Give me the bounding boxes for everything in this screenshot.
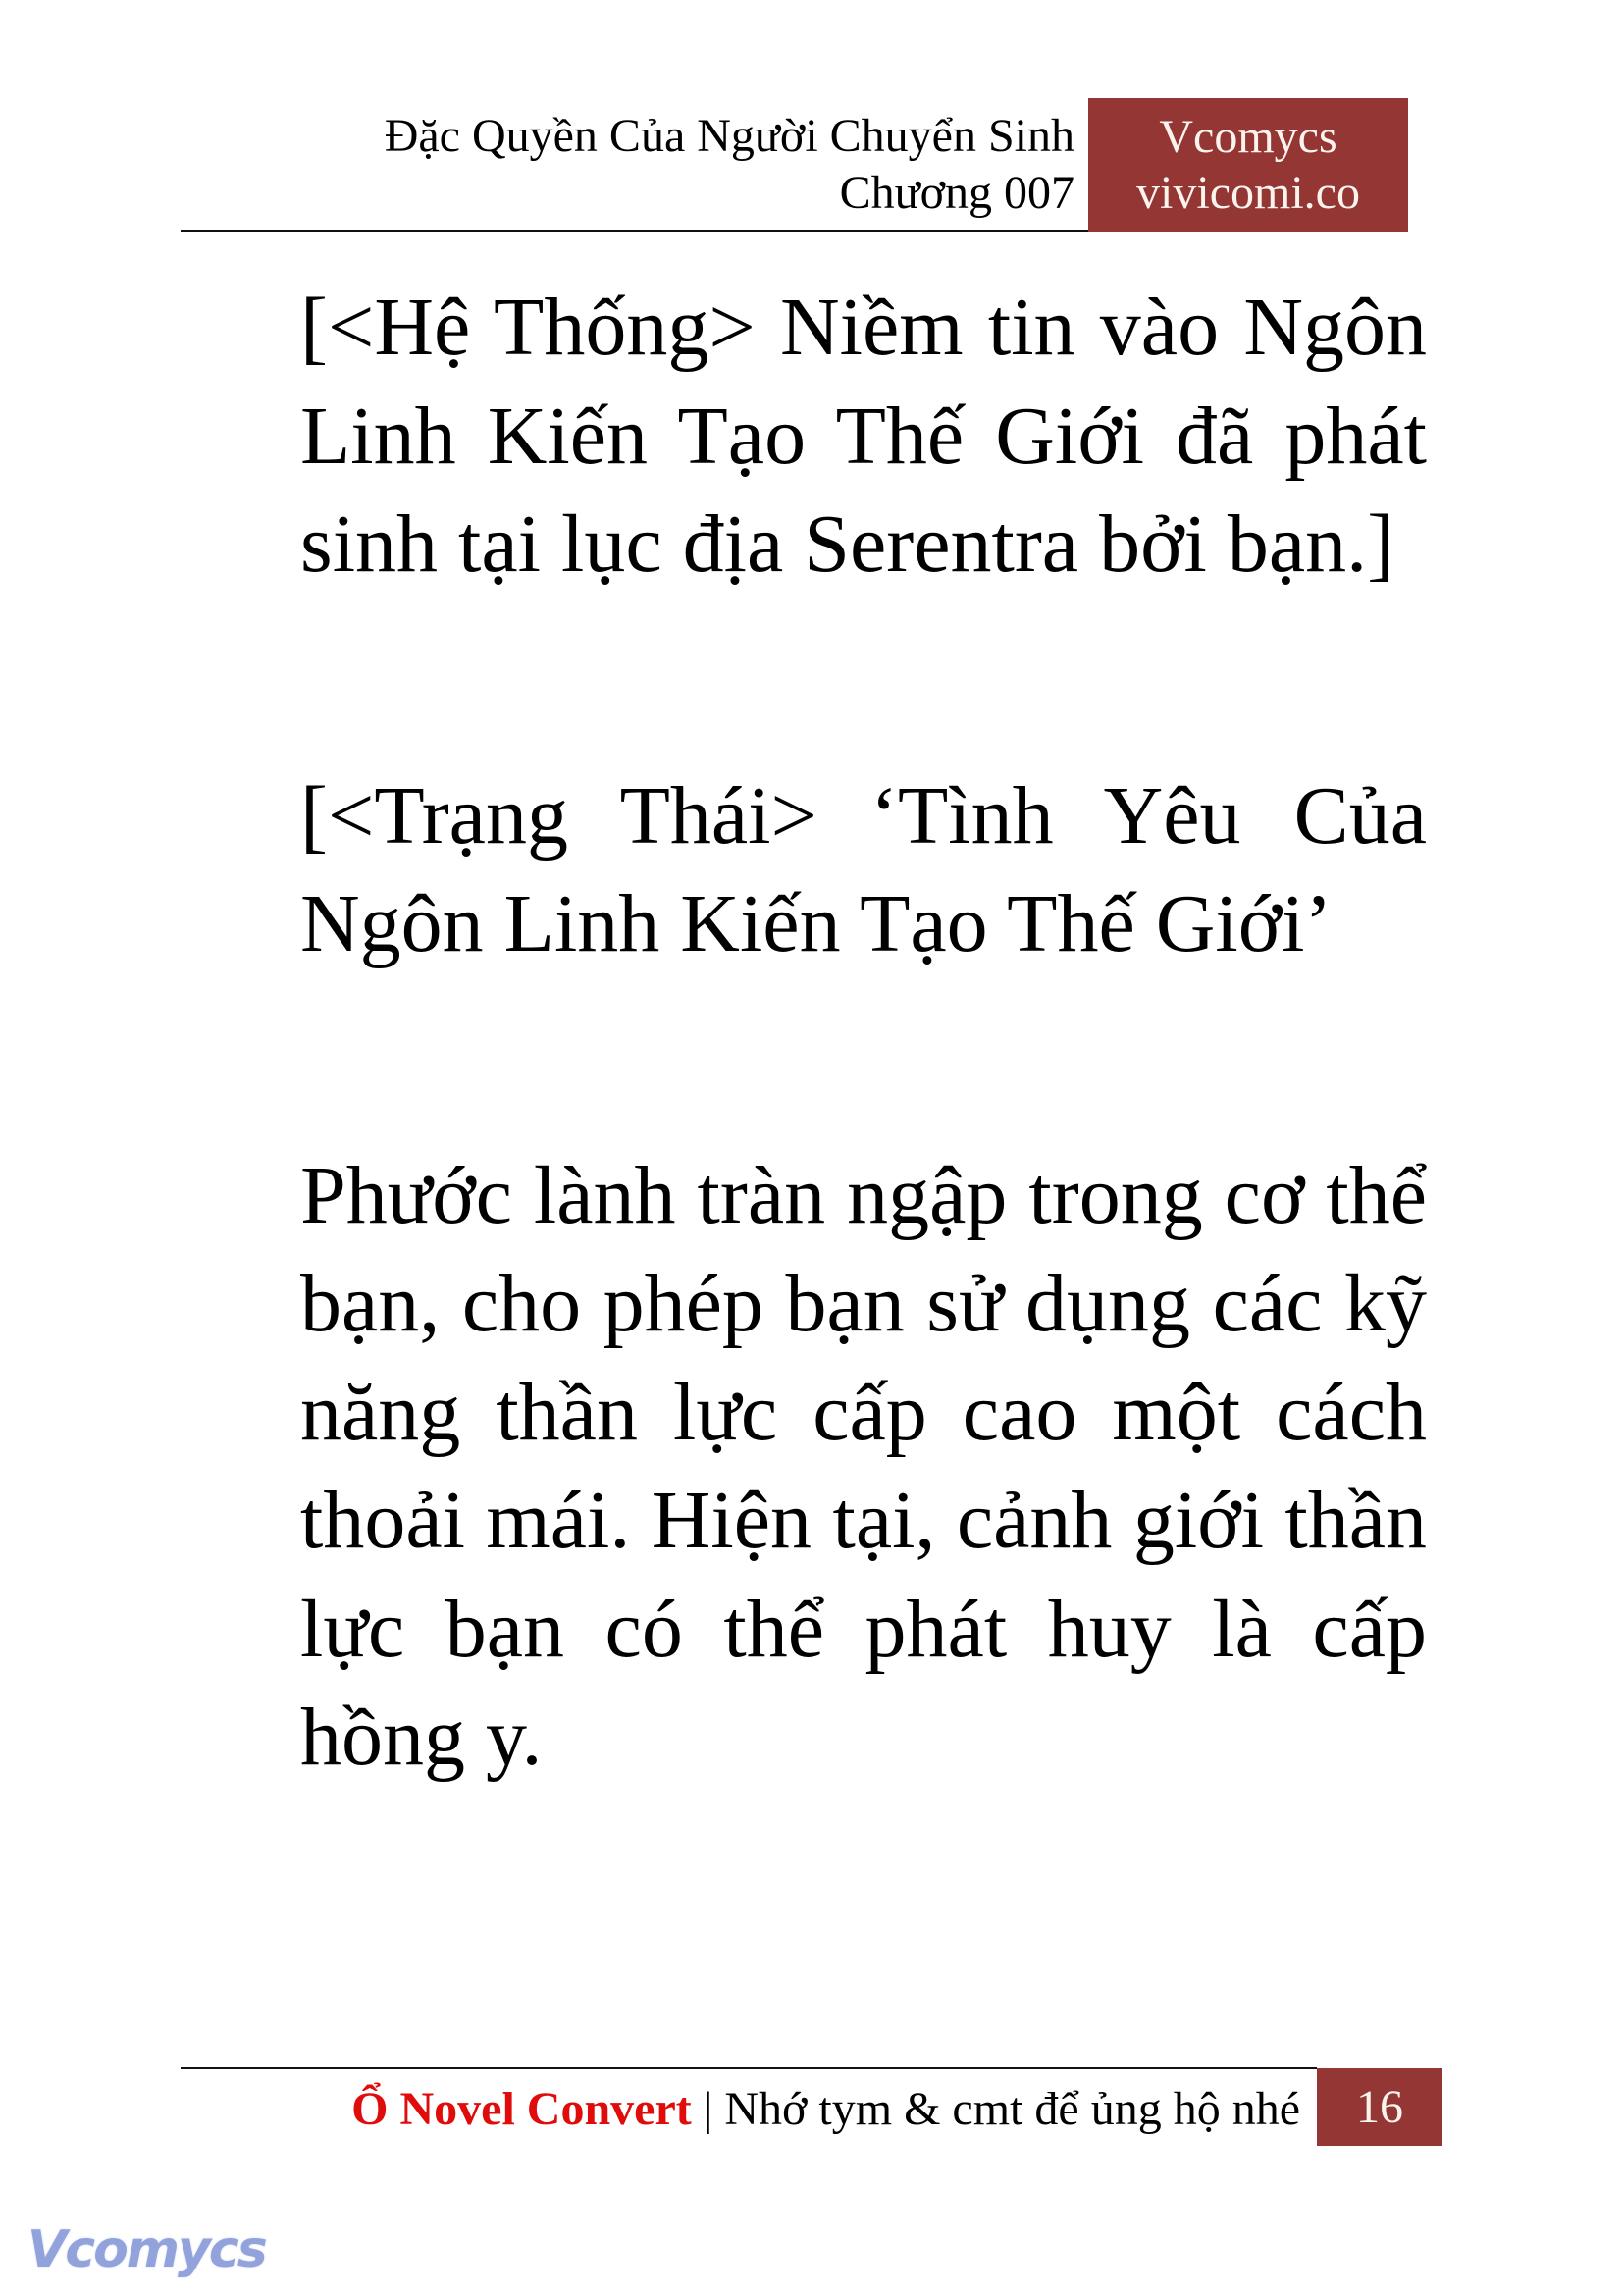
footer-brand: Ổ Novel Convert: [351, 2083, 692, 2135]
paragraph-narration: Phước lành tràn ngập trong cơ thể bạn, cho phép bạn sử dụng các kỹ năng thần lực cấp cao một cách thoải mái. Hiện tại, cảnh giới thần lực bạn có thể phát huy là cấp hồng y.: [300, 1149, 1427, 1783]
page-number: 16: [1356, 2081, 1403, 2133]
page-number-box: [1317, 2068, 1442, 2146]
novel-title: Đặc Quyền Của Người Chuyển Sinh: [384, 110, 1074, 162]
vcomycs-watermark-logo: [27, 2216, 266, 2289]
brand-box: [1088, 98, 1408, 232]
brand-name: Vcomycs: [1159, 111, 1337, 163]
paragraph-gap: [300, 600, 1427, 762]
watermark-text: Vcomycs: [27, 2220, 266, 2279]
paragraph-status-message: [<Trạng Thái> ‘Tình Yêu Của Ngôn Linh Kiến Tạo Thế Giới’: [300, 769, 1427, 969]
header-divider: [181, 230, 1089, 232]
footer-message: Nhớ tym & cmt để ủng hộ nhé: [724, 2083, 1300, 2135]
footer-divider: [181, 2067, 1317, 2069]
running-footer: [147, 2081, 1300, 2138]
chapter-body: [300, 274, 1427, 1793]
footer-separator: |: [703, 2083, 713, 2135]
chapter-label: Chương 007: [839, 167, 1074, 219]
brand-site: vivicomi.co: [1136, 167, 1360, 219]
paragraph-system-message: [<Hệ Thống> Niềm tin vào Ngôn Linh Kiến Tạo Thế Giới đã phát sinh tại lục địa Serentra bởi bạn.]: [300, 282, 1427, 590]
paragraph-gap: [300, 979, 1427, 1142]
running-header-title: [294, 108, 1074, 222]
